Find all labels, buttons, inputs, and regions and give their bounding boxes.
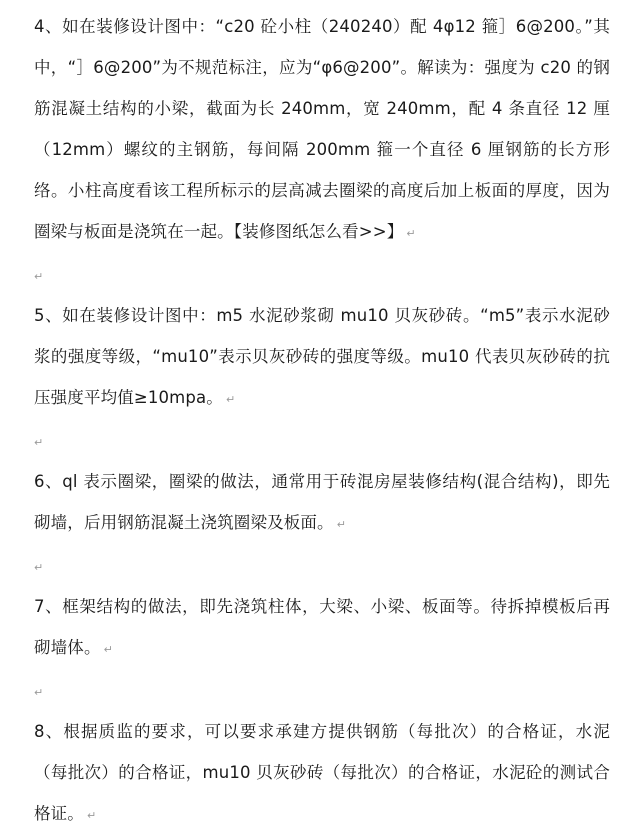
paragraph-8-text: 8、根据质监的要求，可以要求承建方提供钢筋（每批次）的合格证，水泥（每批次）的合格证，mu10 贝灰砂砖（每批次）的合格证，水泥砼的测试合格证。 xyxy=(34,722,610,823)
paragraph-8-block xyxy=(34,711,610,836)
paragraph-6 xyxy=(34,461,610,545)
paragraph-4-block xyxy=(34,6,610,254)
empty-line xyxy=(34,420,610,461)
paragraph-mark-icon: ↵ xyxy=(34,270,44,283)
paragraph-6-block xyxy=(34,461,610,545)
paragraph-4 xyxy=(34,6,610,254)
paragraph-7-block xyxy=(34,586,610,670)
paragraph-5-text: 5、如在装修设计图中：m5 水泥砂浆砌 mu10 贝灰砂砖。“m5”表示水泥砂浆的强度等级，“mu10”表示贝灰砂砖的强度等级。mu10 代表贝灰砂砖的抗压强度平均值≥10mpa。 xyxy=(34,306,610,407)
paragraph-4-text: 4、如在装修设计图中：“c20 砼小柱（240240）配 4φ12 箍］6@200。”其中，“］6@200”为不规范标注，应为“φ6@200”。解读为：强度为 c20 的钢筋混凝土结构的小梁，截面为长 240mm，宽 240mm，配 4 条直径 12 厘（12mm）螺纹的主钢筋，每间隔 200mm 箍一个直径 6 厘钢筋的长方形络。小柱高度看该工程所标示的层高减去圈梁的高度后加上板面的厚度，因为圈梁与板面是浇筑在一起。【装修图纸怎么看>>】 xyxy=(34,17,610,241)
paragraph-mark-icon: ↵ xyxy=(103,643,113,656)
paragraph-8 xyxy=(34,711,610,836)
empty-line xyxy=(34,254,610,295)
paragraph-mark-icon: ↵ xyxy=(34,561,44,574)
paragraph-5 xyxy=(34,295,610,420)
paragraph-mark-icon: ↵ xyxy=(225,393,236,406)
paragraph-mark-icon: ↵ xyxy=(406,227,416,240)
empty-line xyxy=(34,545,610,586)
paragraph-5-block xyxy=(34,295,610,420)
paragraph-mark-icon: ↵ xyxy=(34,436,44,449)
paragraph-7 xyxy=(34,586,610,670)
paragraph-6-text: 6、ql 表示圈梁，圈梁的做法，通常用于砖混房屋装修结构(混合结构)，即先砌墙，后用钢筋混凝土浇筑圈梁及板面。 xyxy=(34,472,610,532)
paragraph-mark-icon: ↵ xyxy=(86,809,97,822)
paragraph-mark-icon: ↵ xyxy=(34,686,44,699)
empty-line xyxy=(34,670,610,711)
paragraph-mark-icon: ↵ xyxy=(336,518,347,531)
paragraph-7-text: 7、框架结构的做法，即先浇筑柱体，大梁、小梁、板面等。待拆掉模板后再砌墙体。 xyxy=(34,597,610,657)
